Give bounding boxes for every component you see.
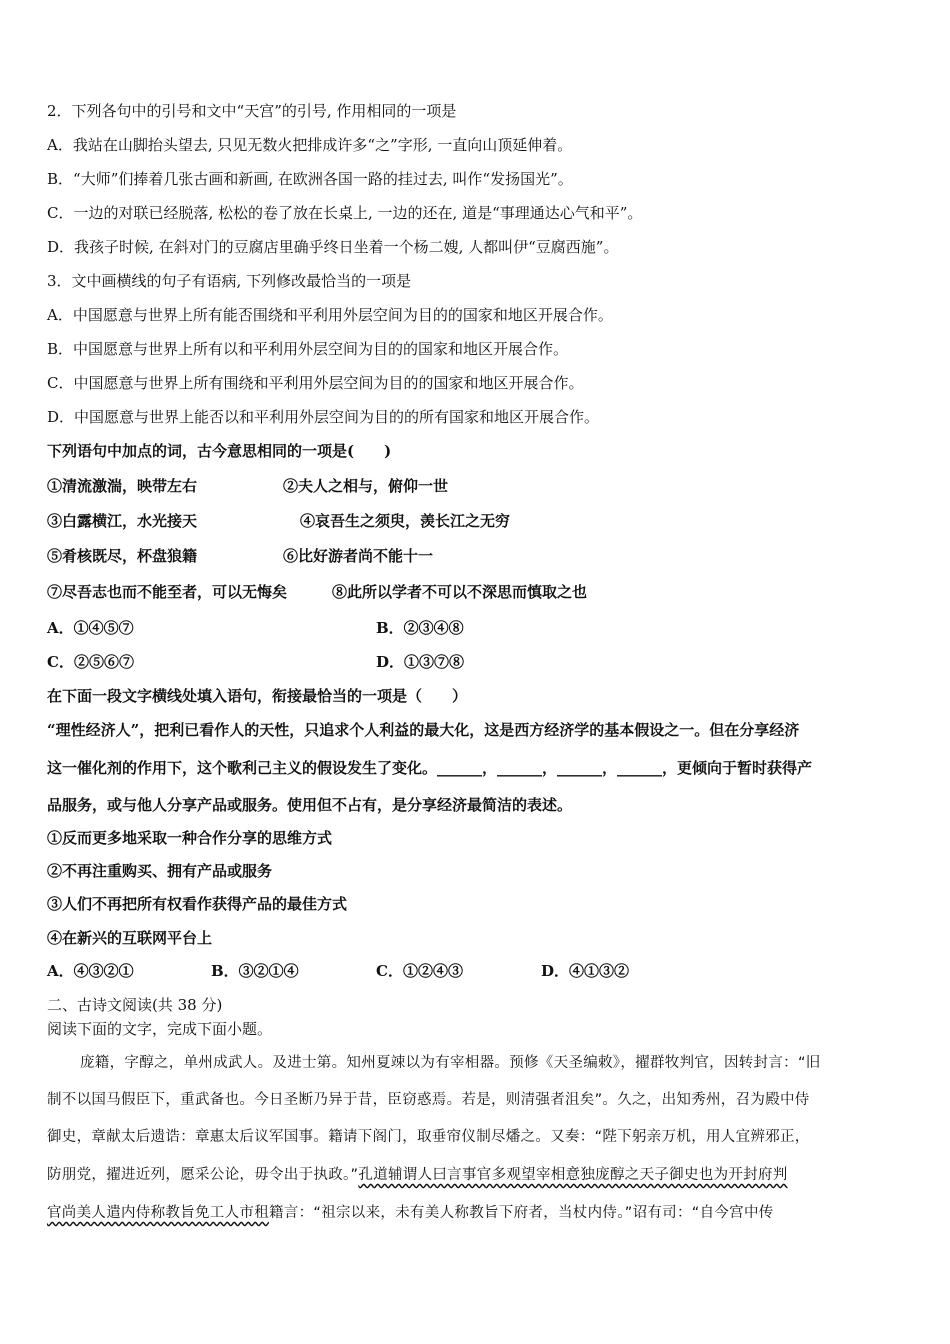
q5-option-c: C．①②④③ [376,962,463,980]
q4-stem: 下列语句中加点的词，古今意思相同的一项是( ) [47,442,392,460]
q3-option-b: B．中国愿意与世界上所有以和平利用外层空间为目的的国家和地区开展合作。 [47,340,569,358]
marked-sentence-part-2: 官尚美人遣内侍称教旨免工人市租 [47,1205,269,1221]
classical-passage-line-5-tail: 籍言：“祖宗以来，未有美人称教旨下府者，当杖内侍。”诏有司：“自今宫中传 [269,1205,774,1221]
classical-passage-line-2: 制不以国马假臣下，重武备也。今日圣断乃异于昔，臣窃惑焉。若是，则清强者沮矣”。久之，出知秀州，召为殿中侍 [47,1092,810,1108]
q4-option-a: A．①④⑤⑦ [47,619,134,637]
q4-option-b: B．②③④⑧ [376,619,464,637]
q4-item-7: ⑦尽吾志也而不能至者，可以无悔矣 [47,583,288,601]
q4-option-d: D．①③⑦⑧ [376,653,465,671]
q5-stem: 在下面一段文字横线处填入语句，衔接最恰当的一项是（ ） [47,687,468,705]
q5-item-3: ③人们不再把所有权看作获得产品的最佳方式 [47,895,348,913]
q4-option-c: C．②⑤⑥⑦ [47,653,134,671]
q3-stem: 3．文中画横线的句子有语病, 下列修改最恰当的一项是 [47,272,412,290]
q4-item-5: ⑤肴核既尽，杯盘狼籍 [47,547,198,565]
q3-option-c: C．中国愿意与世界上所有围绕和平利用外层空间为目的的国家和地区开展合作。 [47,374,584,392]
section-heading: 二、古诗文阅读(共 38 分) [47,996,223,1014]
q2-option-c: C．一边的对联已经脱落, 松松的卷了放在长桌上, 一边的还在, 道是“事理通达心气和平”。 [47,204,643,222]
q5-item-1: ①反而更多地采取一种合作分享的思维方式 [47,829,333,847]
q5-item-2: ②不再注重购买、拥有产品或服务 [47,862,273,880]
q4-item-1: ①清流激湍，映带左右 [47,477,198,495]
q5-passage-line-1: “理性经济人”，把利已看作人的天性，只追求个人利益的最大化，这是西方经济学的基本假设之一。但在分享经济 [47,721,800,739]
q3-option-a: A．中国愿意与世界上所有能否围绕和平利用外层空间为目的的国家和地区开展合作。 [47,306,613,324]
q2-option-b: B．“大师”们捧着几张古画和新画, 在欧洲各国一路的挂过去, 叫作“发扬国光”。 [47,170,573,188]
q4-item-8: ⑧此所以学者不可以不深思而慎取之也 [332,583,588,601]
classical-passage-line-5 [47,1203,774,1223]
marked-sentence-part-1: 孔道辅谓人曰言事官多观望宰相意独庞醇之天子御史也为开封府判 [358,1167,788,1183]
q4-item-6: ⑥比好游者尚不能十一 [283,547,434,565]
q5-passage-line-3: 品服务，或与他人分享产品或服务。使用但不占有，是分享经济最简洁的表述。 [47,796,573,814]
classical-passage-line-4 [47,1165,788,1185]
classical-passage-line-1: 庞籍，字醇之，单州成武人。及进士第。知州夏竦以为有宰相器。预修《天圣编敕》，擢群牧判官，因转封言：“旧 [80,1055,821,1071]
q5-option-d: D．④①③② [541,962,630,980]
q5-option-b: B．③②①④ [211,962,299,980]
q4-item-4: ④哀吾生之须臾，羡长江之无穷 [300,512,511,530]
q5-option-a: A．④③②① [47,962,134,980]
q5-item-4: ④在新兴的互联网平台上 [47,929,213,947]
q5-passage-line-2: 这一催化剂的作用下，这个歌利己主义的假设发生了变化。______，______，______，______，更倾向于暂时获得产 [47,759,813,777]
q2-option-d: D．我孩子时候, 在斜对门的豆腐店里确乎终日坐着一个杨二嫂, 人都叫伊“豆腐西施”。 [47,238,619,256]
q4-item-2: ②夫人之相与，俯仰一世 [283,477,449,495]
classical-passage-line-4-head: 防朋党，擢进近列，愿采公论，毋令出于执政。” [47,1167,359,1183]
q3-option-d: D．中国愿意与世界上能否以和平利用外层空间为目的的所有国家和地区开展合作。 [47,408,600,426]
section-instruction: 阅读下面的文字，完成下面小题。 [47,1020,273,1038]
q2-stem: 2．下列各句中的引号和文中“天宫”的引号, 作用相同的一项是 [47,102,457,120]
classical-passage-line-3: 御史，章献太后遗诰：章惠太后议军国事。籍请下阁门，取垂帘仪制尽燔之。又奏：“陛下躬亲万机，用人宜辨邪正， [47,1129,810,1145]
q2-option-a: A．我站在山脚抬头望去, 只见无数火把排成许多“之”字形, 一直向山顶延伸着。 [47,136,573,154]
q4-item-3: ③白露横江，水光接天 [47,512,198,530]
